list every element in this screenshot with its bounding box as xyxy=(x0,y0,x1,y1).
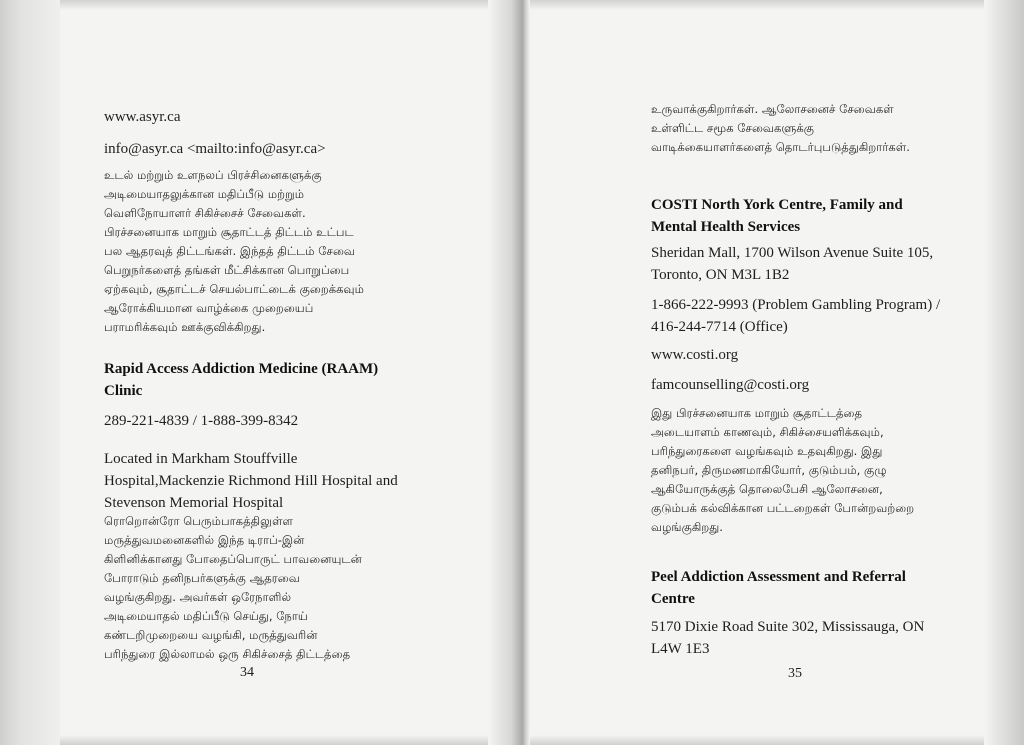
left-page xyxy=(60,0,488,745)
asyr-website[interactable]: www.asyr.ca xyxy=(104,109,181,125)
raam-phone: 289-221-4839 / 1-888-399-8342 xyxy=(104,413,299,429)
peel-address: 5170 Dixie Road Suite 302, Mississauga, ON L4W 1E3 xyxy=(651,619,925,657)
raam-description-continued: உருவாக்குகிறார்கள். ஆலோசனைச் சேவைகள் உள்ளிட்ட சமூக சேவைகளுக்கு வாடிக்கையாளர்களைத் தொடர்புபடுத்துகிறார்கள். xyxy=(651,102,910,154)
raam-heading: Rapid Access Addiction Medicine (RAAM) Clinic xyxy=(104,361,379,399)
costi-website[interactable]: www.costi.org xyxy=(651,347,739,363)
raam-location: Located in Markham Stouffville Hospital,Mackenzie Richmond Hill Hospital and Stevenson Memorial Hospital xyxy=(104,451,398,511)
costi-heading: COSTI North York Centre, Family and Mental Health Services xyxy=(651,197,903,235)
asyr-description: உடல் மற்றும் உளநலப் பிரச்சினைகளுக்கு அடிமையாதலுக்கான மதிப்பீடு மற்றும் வெளிநோயாளர் சிகிச்சைச் சேவைகள். பிரச்சனையாக மாறும் சூதாட்டத் திட்டம் உட்பட பல ஆதரவுத் திட்டங்கள். இந்தத் திட்டம் சேவை பெறுநர்களைத் தங்கள் மீட்சிக்கான பொறுப்பை ஏற்கவும், சூதாட்டச் செயல்பாட்டைக் குறைக்கவும் ஆரோக்கியமான வாழ்க்கை முறையைப் பராமரிக்கவும் ஊக்குவிக்கிறது. xyxy=(104,168,364,334)
costi-address: Sheridan Mall, 1700 Wilson Avenue Suite 105, Toronto, ON M3L 1B2 xyxy=(651,245,934,283)
raam-description: ரொறொன்ரோ பெரும்பாகத்திலுள்ள மருத்துவமனைகளில் இந்த டிராப்-இன் கிளினிக்கானது போதைப்பொருட் பாவனையுடன் போராடும் தனிநபர்களுக்கு ஆதரவை வழங்குகிறது. அவர்கள் ஒரேநாளில் அடிமையாதல் மதிப்பீடு செய்து, நோய் கண்டறிமுறையை வழங்கி, மருத்துவரின் பரிந்துரை இல்லாமல் ஒரு சிகிச்சைத் திட்டத்தை xyxy=(104,514,362,661)
costi-phone: 1-866-222-9993 (Problem Gambling Program) / 416-244-7714 (Office) xyxy=(651,297,941,335)
costi-email[interactable]: famcounselling@costi.org xyxy=(651,377,810,393)
scan-edge-right xyxy=(984,0,1024,745)
scan-edge-left xyxy=(0,0,60,745)
costi-description: இது பிரச்சனையாக மாறும் சூதாட்டத்தை அடையாளம் காணவும், சிகிச்சையளிக்கவும், பரிந்துரைகளை வழங்கவும் உதவுகிறது. இது தனிநபர், திருமணமாகியோர், குடும்பம், குழு ஆகியோருக்குத் தொலைபேசி ஆலோசனை, குடும்பக் கல்விக்கான பட்டறைகள் போன்றவற்றை வழங்குகிறது. xyxy=(651,406,915,534)
right-page xyxy=(530,0,984,745)
asyr-email[interactable]: info@asyr.ca <mailto:info@asyr.ca> xyxy=(104,141,326,157)
peel-heading: Peel Addiction Assessment and Referral Centre xyxy=(651,569,906,607)
page-number-right: 35 xyxy=(788,666,802,681)
book-gutter xyxy=(488,0,530,745)
page-number-left: 34 xyxy=(240,665,254,680)
